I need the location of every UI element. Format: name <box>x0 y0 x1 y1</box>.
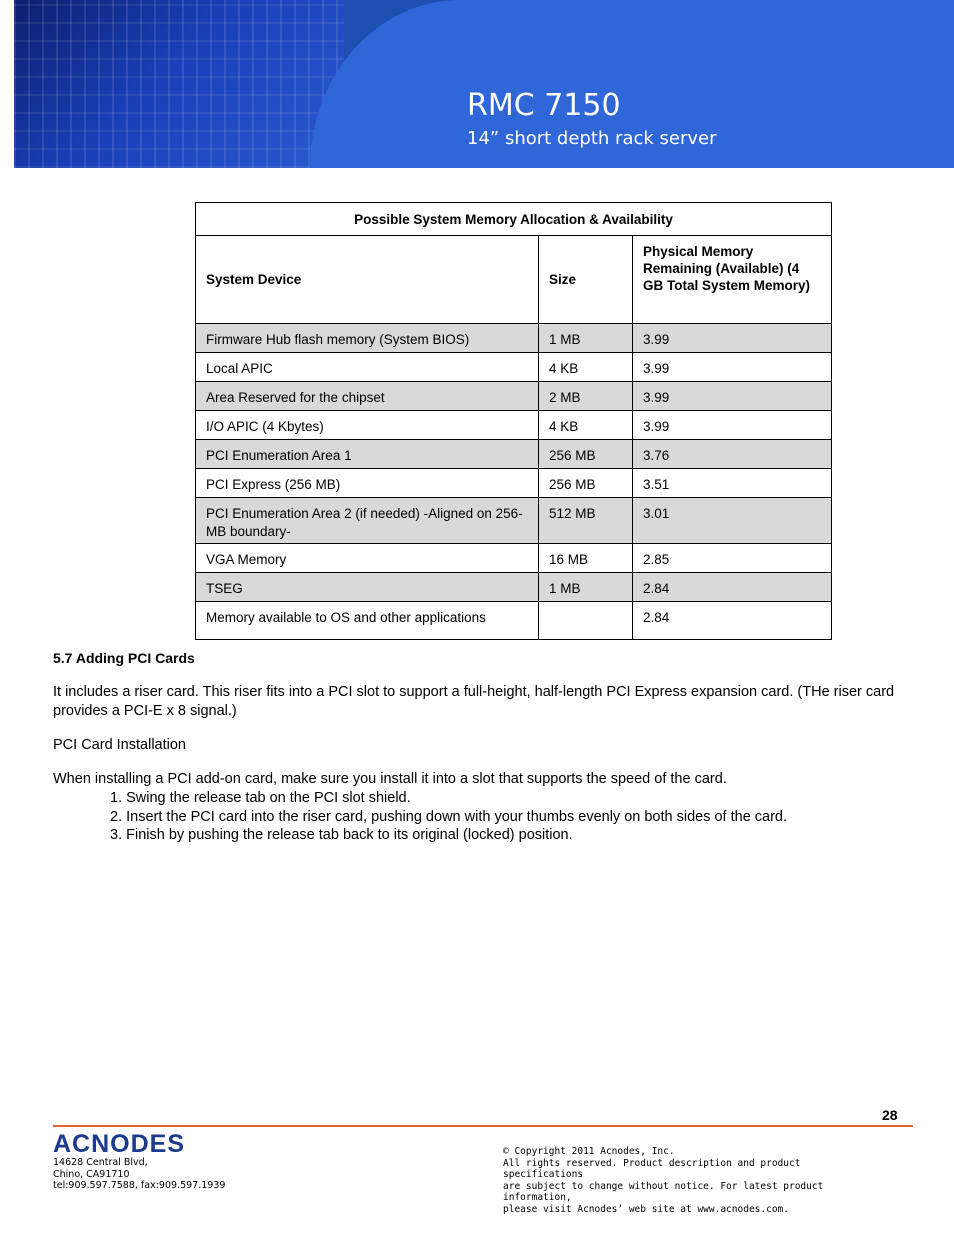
subheading-paragraph: PCI Card Installation <box>53 737 186 753</box>
cell-size <box>539 602 633 640</box>
copyright-line: please visit Acnodes’ web site at www.acnodes.com. <box>503 1203 789 1215</box>
intro-paragraph: It includes a riser card. This riser fits into a PCI slot to support a full-height, half-length PCI Express expansion card. (THe riser card provides a PCI-E x 8 signal.) <box>53 684 895 719</box>
table-caption: Possible System Memory Allocation & Availability <box>196 203 832 236</box>
table-row <box>196 382 832 411</box>
copyright-line: are subject to change without notice. For latest product information, <box>503 1180 824 1203</box>
cell-remaining: 3.76 <box>633 440 832 469</box>
cell-remaining: 3.99 <box>633 324 832 353</box>
cell-device: I/O APIC (4 Kbytes) <box>196 411 539 440</box>
page-title: RMC 7150 <box>467 88 621 123</box>
column-header-size: Size <box>539 236 633 324</box>
address-line: 14628 Central Blvd, <box>53 1157 148 1168</box>
page-number: 28 <box>882 1107 898 1123</box>
cell-size: 1 MB <box>539 324 633 353</box>
column-header-device: System Device <box>196 236 539 324</box>
cell-remaining: 3.51 <box>633 469 832 498</box>
circuit-board-image <box>14 0 344 168</box>
cell-size: 256 MB <box>539 440 633 469</box>
cell-size: 2 MB <box>539 382 633 411</box>
cell-device: Firmware Hub flash memory (System BIOS) <box>196 324 539 353</box>
svg-text:ACNODES: ACNODES <box>53 1130 186 1156</box>
table-row <box>196 353 832 382</box>
section-heading: 5.7 Adding PCI Cards <box>53 650 195 666</box>
cell-device: VGA Memory <box>196 544 539 573</box>
copyright-line: © Copyright 2011 Acnodes, Inc. <box>503 1146 675 1157</box>
table-row <box>196 440 832 469</box>
cell-device: TSEG <box>196 573 539 602</box>
cell-size: 4 KB <box>539 411 633 440</box>
cell-size: 256 MB <box>539 469 633 498</box>
column-header-remaining: Physical Memory Remaining (Available) (4 GB Total System Memory) <box>633 236 832 324</box>
address-line: Chino, CA91710 <box>53 1168 130 1180</box>
instruction-paragraph: When installing a PCI add-on card, make sure you install it into a slot that supports the speed of the card. <box>53 771 727 787</box>
cell-device: PCI Enumeration Area 2 (if needed) -Aligned on 256-MB boundary- <box>196 498 539 544</box>
copyright-notice <box>503 1146 883 1215</box>
cell-remaining: 2.85 <box>633 544 832 573</box>
table-row <box>196 544 832 573</box>
list-item: 1. Swing the release tab on the PCI slot shield. <box>110 790 411 806</box>
table-row <box>196 498 832 544</box>
cell-remaining: 3.99 <box>633 382 832 411</box>
copyright-line: All rights reserved. Product description and product specifications <box>503 1157 801 1180</box>
cell-device: Memory available to OS and other applications <box>196 602 539 640</box>
cell-size: 16 MB <box>539 544 633 573</box>
cell-device: Local APIC <box>196 353 539 382</box>
table-row <box>196 602 832 640</box>
cell-size: 512 MB <box>539 498 633 544</box>
company-address <box>53 1157 225 1192</box>
cell-device: Area Reserved for the chipset <box>196 382 539 411</box>
contact-line: tel:909.597.7588, fax:909.597.1939 <box>53 1180 226 1191</box>
cell-remaining: 3.99 <box>633 353 832 382</box>
list-item: 2. Insert the PCI card into the riser card, pushing down with your thumbs evenly on both sides of the card. <box>110 808 788 825</box>
table-row <box>196 469 832 498</box>
page-subtitle: 14” short depth rack server <box>467 128 717 149</box>
cell-device: PCI Express (256 MB) <box>196 469 539 498</box>
cell-remaining: 3.01 <box>633 498 832 544</box>
footer-divider <box>53 1125 913 1127</box>
cell-device: PCI Enumeration Area 1 <box>196 440 539 469</box>
cell-remaining: 3.99 <box>633 411 832 440</box>
acnodes-logo-mark <box>53 1130 209 1156</box>
list-item: 3. Finish by pushing the release tab back to its original (locked) position. <box>110 827 573 843</box>
memory-allocation-table <box>195 202 832 640</box>
cell-remaining: 2.84 <box>633 602 832 640</box>
installation-steps <box>110 789 787 845</box>
cell-remaining: 2.84 <box>633 573 832 602</box>
cell-size: 1 MB <box>539 573 633 602</box>
table-row <box>196 324 832 353</box>
cell-size: 4 KB <box>539 353 633 382</box>
table-row <box>196 573 832 602</box>
table-row <box>196 411 832 440</box>
